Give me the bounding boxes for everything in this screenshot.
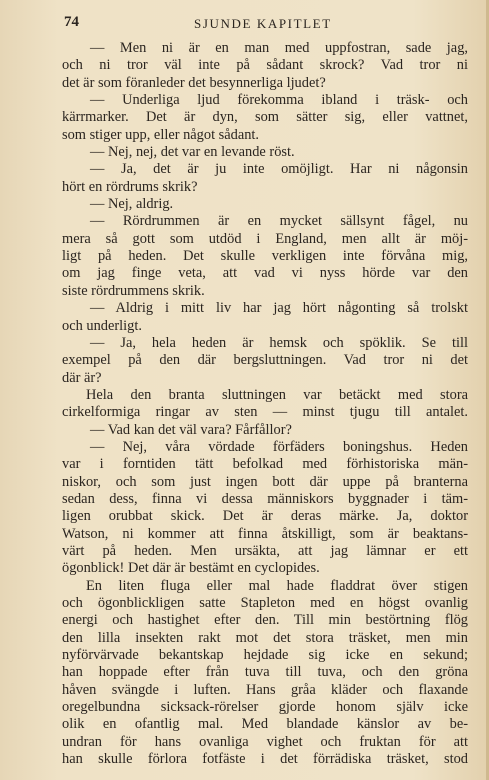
body-text bbox=[62, 40, 468, 768]
text-line: siste rördrummens skrik. bbox=[62, 282, 205, 299]
text-line: han skulle förlora fotfäste i det förrädiska träsket, stod bbox=[62, 751, 468, 768]
text-line: exempel på den där bergsluttningen. Vad tror ni det bbox=[62, 352, 468, 369]
page-number: 74 bbox=[64, 14, 79, 30]
text-line: niskor, och som just ingen bott där uppe på branterna bbox=[62, 473, 468, 490]
text-line: mera så gott som utdöd i England, men allt är möj- bbox=[62, 230, 468, 247]
text-line: det är som föranleder det besynnerliga ljudet? bbox=[62, 74, 326, 91]
text-line: värt på heden. Men ursäkta, att jag lämnar er ett bbox=[62, 542, 468, 559]
text-line: och ni tror väl inte på sådant skrock? Vad tror ni bbox=[62, 57, 468, 74]
text-line: — Nej, nej, det var en levande röst. bbox=[90, 144, 295, 161]
text-line: håven svängde i luften. Hans gråa kläder och flaxande bbox=[62, 681, 468, 698]
text-line: som stiger upp, eller något sådant. bbox=[62, 126, 260, 143]
text-line: — Men ni är en man med uppfostran, sade jag, bbox=[90, 40, 468, 56]
text-line: En liten fluga eller mal hade fladdrat över stigen bbox=[86, 577, 468, 594]
text-line: — Ja, det är ju inte omöjligt. Har ni någonsin bbox=[90, 161, 468, 178]
text-line: — Rördrummen är en mycket sällsynt fågel, nu bbox=[90, 213, 468, 230]
text-line: — Ja, hela heden är hemsk och spöklik. Se till bbox=[90, 334, 468, 351]
text-line: kärrmarker. Det är dyn, som sätter sig, eller vattnet, bbox=[62, 109, 468, 126]
text-line: Hela den branta sluttningen var betäckt med stora bbox=[86, 386, 468, 403]
text-line: — Nej, våra vördade förfäders boningshus. Heden bbox=[90, 438, 468, 455]
text-line: — Aldrig i mitt liv har jag hört någonting så trolskt bbox=[90, 300, 468, 317]
text-line: energi och hastighet efter den. Till min bestörtning flög bbox=[62, 612, 468, 629]
text-line: sedan dess, finna vi dessa människors byggnader i täm- bbox=[62, 490, 468, 507]
text-line: oregelbundna sicksack-rörelser gjorde honom själv icke bbox=[62, 699, 468, 716]
text-line: — Nej, aldrig. bbox=[90, 196, 174, 213]
text-line: och underligt. bbox=[62, 317, 142, 334]
text-line: om jag finge veta, att vad vi nyss hörde var den bbox=[62, 265, 468, 282]
text-line: den lilla insekten rakt mot det stora träsket, men min bbox=[62, 629, 468, 646]
text-line: och ögonblickligen satte Stapleton med en högst ovanlig bbox=[62, 595, 468, 611]
text-line: olik en ofantlig mal. Med blandade känslor av be- bbox=[62, 716, 468, 733]
text-line: — Underliga ljud förekomma ibland i träsk- och bbox=[90, 92, 468, 109]
text-line: Watson, ni kommer att finna åtskilligt, som är beaktans- bbox=[62, 525, 468, 542]
text-line: ligen orubbat skick. Det är deras märke. Ja, doktor bbox=[62, 508, 468, 525]
text-line: undran för hans ovanliga vighet och fruktan för att bbox=[62, 733, 468, 750]
text-line: ögonblick! Det där är bestämt en cyclopides. bbox=[62, 560, 320, 577]
text-line: — Vad kan det väl vara? Fårfållor? bbox=[90, 421, 292, 438]
text-line: cirkelformiga ringar av sten — minst tjugu till antalet. bbox=[62, 404, 468, 421]
text-line: hört en rördrums skrik? bbox=[62, 178, 198, 195]
text-line: han hoppade efter från tuva till tuva, och den gröna bbox=[62, 664, 468, 681]
running-head: SJUNDE KAPITLET bbox=[194, 16, 332, 31]
text-line: där är? bbox=[62, 369, 102, 386]
page-header bbox=[64, 14, 462, 36]
text-line: nyförvärvade bekantskap hejdade sig icke en sekund; bbox=[62, 647, 468, 664]
text-line: var i forntiden tätt befolkad med förhistoriska män- bbox=[62, 456, 468, 473]
text-line: ligt på heden. Det skulle verkligen inte förvåna mig, bbox=[62, 248, 468, 265]
